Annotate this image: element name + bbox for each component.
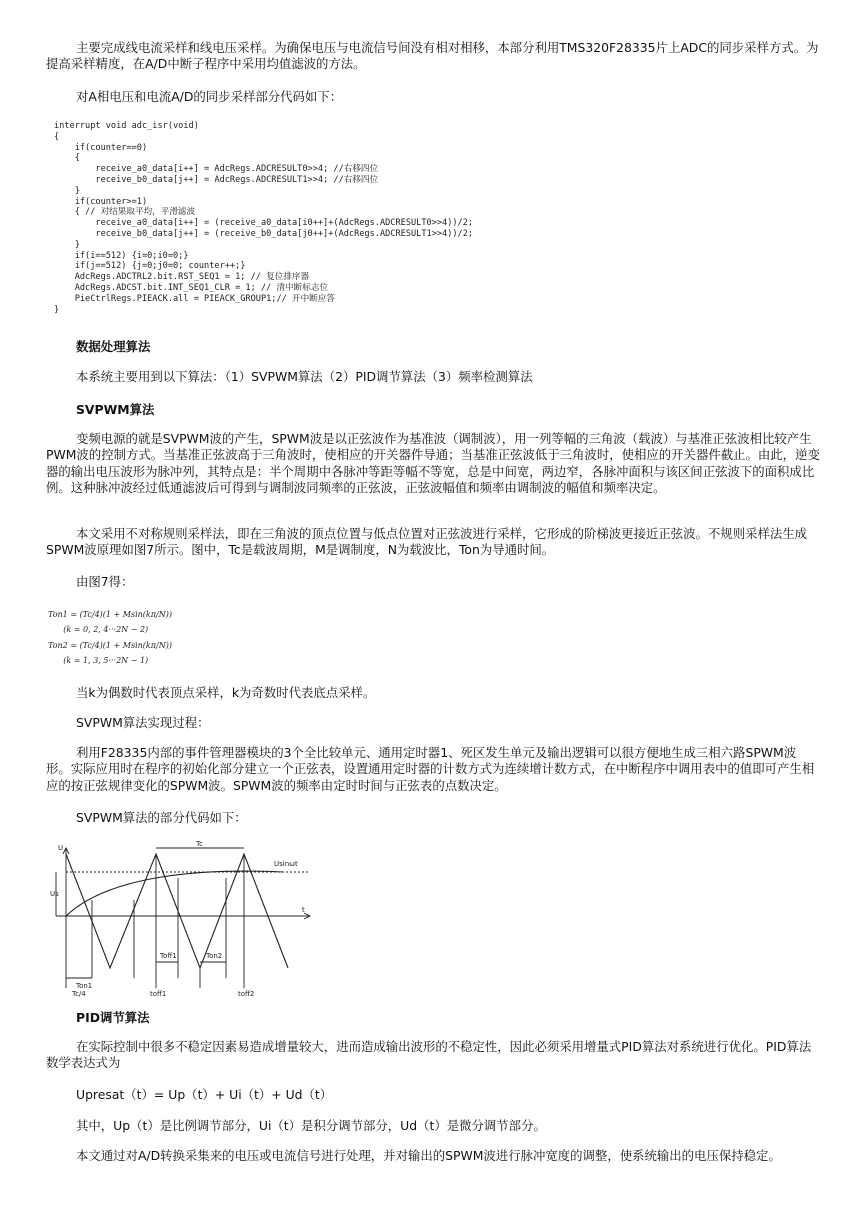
sampling-method-paragraph: 本文采用不对称规则采样法，即在三角波的顶点位置与低点位置对正弦波进行采样，它形成的阶梯波更接近正弦波。不规则采样法生成SPWM波原理如图7所示。图中，Tc是载波周期，M是调制度，N为载波比，Ton为导通时间。 [46, 526, 808, 558]
pid-formula-line: Upresat（t）= Up（t）+ Ui（t）+ Ud（t） [76, 1087, 333, 1102]
code-line: if(j==512) {j=0;j0=0; counter++;} [54, 261, 246, 272]
code-line: { [54, 131, 60, 142]
ton-formula [48, 607, 172, 668]
label-toff1: Toff1 [160, 952, 177, 960]
svpwm-process-line: SVPWM算法实现过程： [76, 715, 210, 730]
code-line: interrupt void adc_isr(void) [54, 121, 199, 131]
code-line: AdcRegs.ADCST.bit.INT_SEQ1_CLR = 1; // 清中断标志位 [54, 282, 329, 293]
code-line: if(counter>=1) [54, 196, 148, 207]
f28335-implementation-paragraph: 利用F28335内部的事件管理器模块的3个全比较单元、通用定时器1、死区发生单元及输出逻辑可以很方便地生成三相六路SPWM波形。实际应用时在程序的初始化部分建立一个正弦表，设置通用定时器的计数方式为连续增计数方式，在中断程序中调用表中的值即可产生相应的按正弦规律变化的SPWM波。SPWM波的频率由定时时间与正弦表的点数决定。 [46, 745, 815, 793]
code-intro-line: 对A相电压和电流A/D的同步采样部分代码如下： [76, 89, 343, 104]
heading-svpwm: SVPWM算法 [76, 402, 155, 417]
algorithm-list-line: 本系统主要用到以下算法：（1）SVPWM算法（2）PID调节算法（3）频率检测算法 [76, 369, 533, 384]
label-usin: Usinωt [274, 860, 298, 868]
code-line: AdcRegs.ADCTRL2.bit.RST_SEQ1 = 1; // 复位排序器 [54, 272, 310, 283]
label-us: Us [50, 890, 59, 898]
heading-pid: PID调节算法 [76, 1010, 150, 1025]
axis-label-u: U [58, 844, 64, 852]
label-toff-a: toff1 [150, 990, 167, 998]
formula-line: Ton1 = (Tc/4)(1 + Msin(kπ/N)) [48, 610, 172, 619]
code-line: receive_a0_data[i++] = (receive_a0_data[i0++]+(AdcRegs.ADCRESULT0>>4))/2; [54, 218, 474, 229]
spwm-sampling-figure [48, 838, 328, 998]
formula-line: Ton2 = (Tc/4)(1 + Msin(kπ/N)) [48, 640, 172, 650]
code-line: } [54, 185, 80, 196]
code-line: } [54, 239, 80, 250]
formula-line: (k = 1, 3, 5···2N − 1) [48, 655, 149, 665]
sine-modulation-wave [66, 871, 284, 916]
pid-application-paragraph: 本文通过对A/D转换采集来的电压或电流信号进行处理，并对输出的SPWM波进行脉冲宽度的调整，使系统输出的电压保持稳定。 [76, 1148, 781, 1163]
code-line: { // 对结果取平均，平滑滤波 [54, 207, 196, 218]
heading-data-processing: 数据处理算法 [76, 339, 151, 354]
label-toff-b: toff2 [238, 990, 255, 998]
axis-label-t: t [302, 906, 305, 914]
code-line: if(counter==0) [54, 142, 148, 153]
label-tc4: Tc/4 [72, 990, 86, 998]
label-tc: Tc [196, 840, 203, 848]
label-ton2: Ton2 [206, 952, 223, 960]
pid-terms-line: 其中，Up（t）是比例调节部分，Ui（t）是积分调节部分，Ud（t）是微分调节部分。 [76, 1118, 546, 1133]
code-line: { [54, 153, 80, 164]
code-line: if(i==512) {i=0;i0=0;} [54, 250, 189, 261]
svpwm-description-paragraph: 变频电源的就是SVPWM波的产生，SPWM波是以正弦波作为基准波（调制波），用一列等幅的三角波（载波）与基准正弦波相比较产生PWM波的控制方式。当基准正弦波高于三角波时，使相应的开关器件导通；当基准正弦波低于三角波时，使相应的开关器件截止。由此，逆变器的输出电压波形为脉冲列，其特点是：半个周期中各脉冲等距等幅不等宽，总是中间宽，两边窄，各脉冲面积与该区间正弦波下的面积成比例。这种脉冲波经过低通滤波后可得到与调制波同频率的正弦波，正弦波幅值和频率由调制波的幅值和频率决定。 [46, 431, 820, 496]
code-line: receive_a0_data[i++] = AdcRegs.ADCRESULT0>>4; //右移四位 [54, 164, 379, 175]
svpwm-code-intro-line: SVPWM算法的部分代码如下： [76, 810, 247, 825]
formula-line: (k = 0, 2, 4···2N − 2) [48, 625, 149, 635]
pid-description-paragraph: 在实际控制中很多不稳定因素易造成增量较大，进而造成输出波形的不稳定性，因此必须采用增量式PID算法对系统进行优化。PID算法数学表达式为 [46, 1039, 812, 1071]
code-line: receive_b0_data[j++] = (receive_b0_data[j0++]+(AdcRegs.ADCRESULT1>>4))/2; [54, 228, 474, 239]
k-parity-line: 当k为偶数时代表顶点采样，k为奇数时代表底点采样。 [76, 685, 376, 700]
adc-isr-code-block [54, 121, 473, 315]
code-line: receive_b0_data[j++] = AdcRegs.ADCRESULT1>>4; //右移四位 [54, 174, 379, 185]
label-ton1: Ton1 [76, 982, 93, 990]
code-line: PieCtrlRegs.PIEACK.all = PIEACK_GROUP1;// 开中断应答 [54, 293, 335, 304]
intro-paragraph: 主要完成线电流采样和线电压采样。为确保电压与电流信号间没有相对相移，本部分利用TMS320F28335片上ADC的同步采样方式。为提高采样精度，在A/D中断子程序中采用均值滤波的方法。 [46, 40, 819, 72]
code-line: } [54, 304, 60, 315]
from-figure-line: 由图7得： [76, 574, 134, 589]
